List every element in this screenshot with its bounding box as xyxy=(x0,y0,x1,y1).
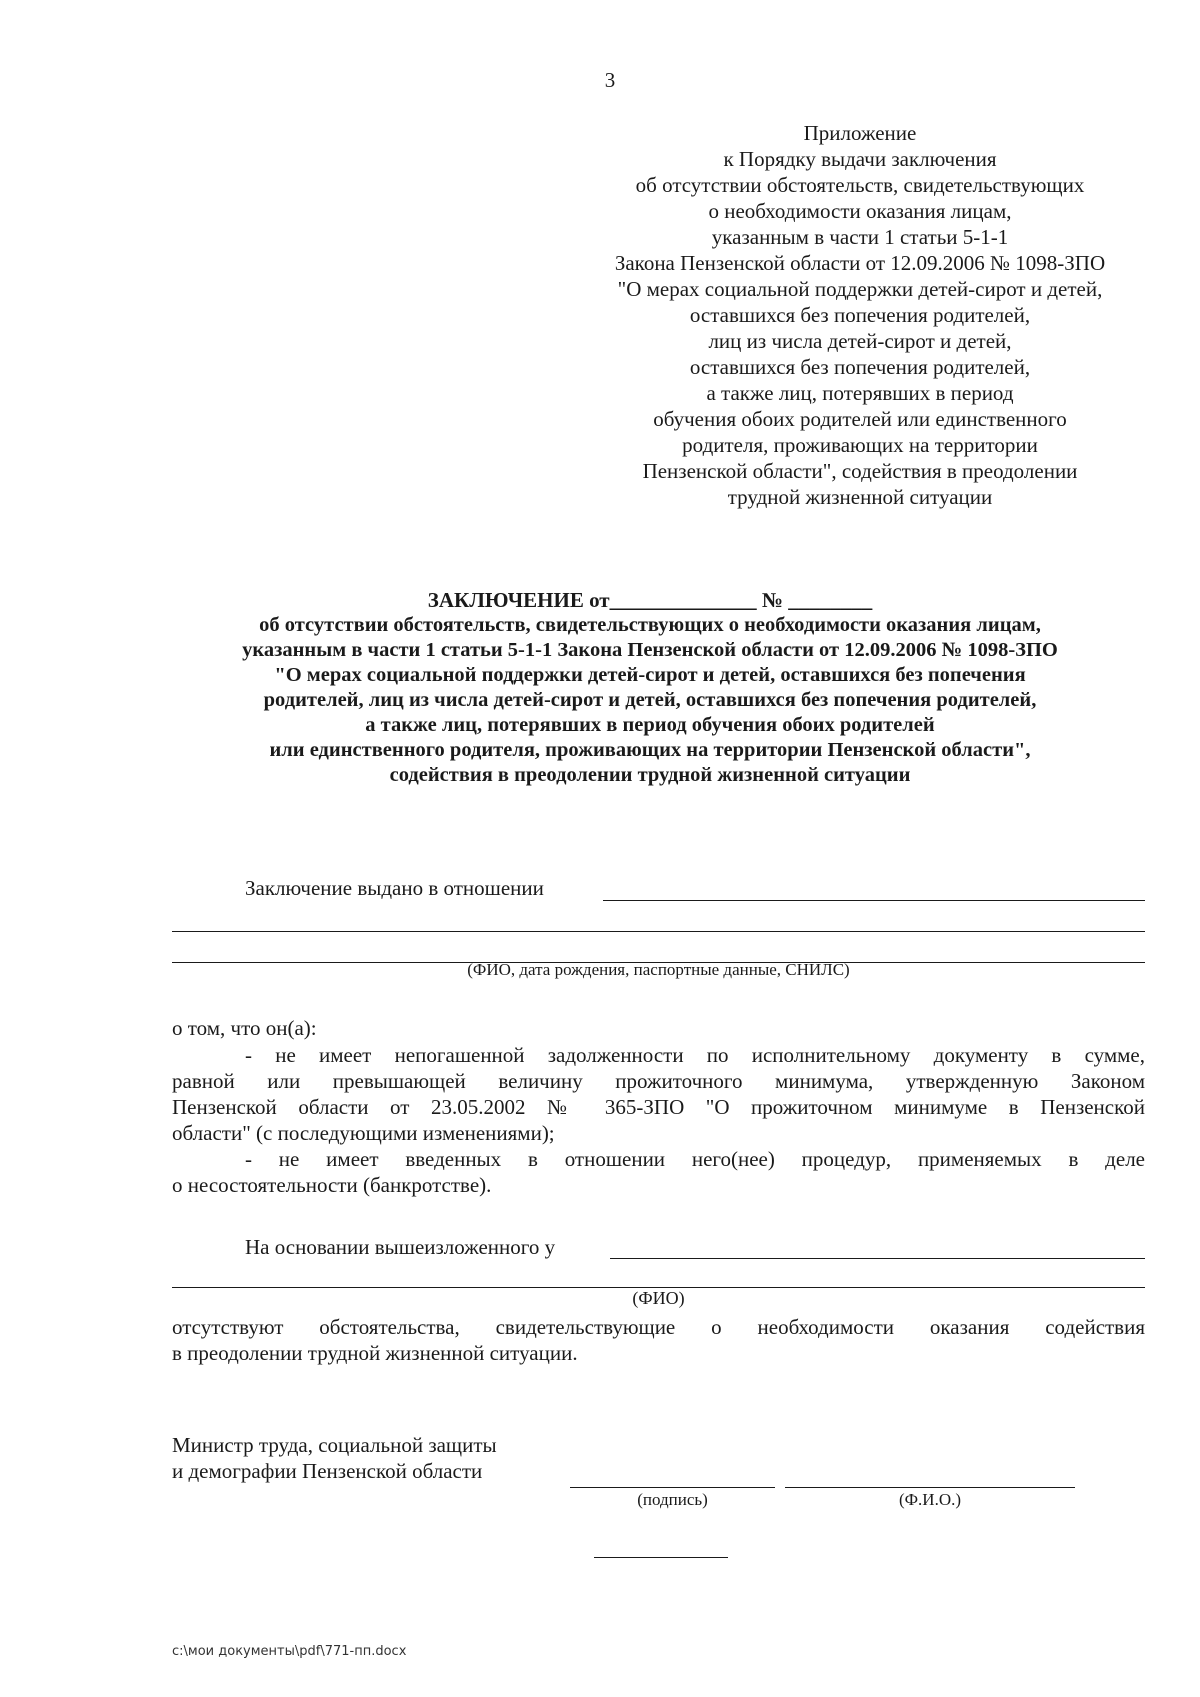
file-path: c:\мои документы\pdf\771-пп.docx xyxy=(172,1644,407,1659)
title-line: родителей, лиц из числа детей-сирот и детей, оставшихся без попечения родителей, xyxy=(263,689,1037,711)
appendix-line: оставшихся без попечения родителей, xyxy=(689,355,1031,379)
basis-label: На основании вышеизложенного у xyxy=(245,1235,556,1259)
appendix-line: об отсутствии обстоятельств, свидетельствующих xyxy=(635,173,1085,197)
signature-caption: (подпись) xyxy=(637,1490,708,1509)
appendix-line: обучения обоих родителей или единственного xyxy=(653,407,1067,431)
appendix-line: трудной жизненной ситуации xyxy=(727,485,993,509)
minister-title: Министр труда, социальной защиты xyxy=(172,1433,497,1457)
body-line: о несостоятельности (банкротстве). xyxy=(172,1173,492,1197)
body-line: области" (с последующими изменениями); xyxy=(172,1121,555,1145)
appendix-header xyxy=(560,120,1160,510)
title-line: указанным в части 1 статьи 5-1-1 Закона Пензенской области от 12.09.2006 № 1098-ЗПО xyxy=(242,639,1058,661)
appendix-line: оставшихся без попечения родителей, xyxy=(689,303,1031,327)
name-line xyxy=(785,1487,1075,1488)
appendix-line: указанным в части 1 статьи 5-1-1 xyxy=(711,225,1009,249)
title-line: или единственного родителя, проживающих на территории Пензенской области", xyxy=(269,739,1031,761)
title-line: "О мерах социальной поддержки детей-сирот и детей, оставшихся без попечения xyxy=(274,664,1026,686)
appendix-line: Пензенской области", содействия в преодолении xyxy=(642,459,1078,483)
issued-caption: (ФИО, дата рождения, паспортные данные, СНИЛС) xyxy=(467,960,850,979)
title-line: содействия в преодолении трудной жизненной ситуации xyxy=(389,764,911,786)
appendix-line: о необходимости оказания лицам, xyxy=(708,199,1012,223)
appendix-line: Приложение xyxy=(803,121,917,145)
fill-line xyxy=(603,900,1145,901)
appendix-line: "О мерах социальной поддержки детей-сирот и детей, xyxy=(617,277,1103,301)
appendix-line: к Порядку выдачи заключения xyxy=(723,147,997,171)
fill-line xyxy=(610,1258,1145,1259)
fill-line xyxy=(172,931,1145,932)
page-number: 3 xyxy=(604,68,616,92)
appendix-line: родителя, проживающих на территории xyxy=(682,433,1038,457)
conclusion-line: отсутствуют обстоятельства, свидетельствующие о необходимости оказания содействия xyxy=(172,1315,1145,1339)
body-line: - не имеет непогашенной задолженности по исполнительному документу в сумме, xyxy=(245,1043,1145,1067)
issued-label: Заключение выдано в отношении xyxy=(245,876,544,900)
appendix-line: Закона Пензенской области от 12.09.2006 № 1098-ЗПО xyxy=(614,251,1106,275)
body-line: - не имеет введенных в отношении него(нее) процедур, применяемых в деле xyxy=(245,1147,1145,1171)
minister-title: и демографии Пензенской области xyxy=(172,1459,483,1483)
title-line: об отсутствии обстоятельств, свидетельствующих о необходимости оказания лицам, xyxy=(259,614,1041,636)
signature-line xyxy=(570,1487,775,1488)
basis-caption: (ФИО) xyxy=(632,1288,685,1308)
end-divider xyxy=(594,1557,728,1558)
body-line: Пензенской области от 23.05.2002 № 365-ЗПО "О прожиточном минимуме в Пензенской xyxy=(172,1095,1145,1119)
document-title xyxy=(150,588,1150,788)
title-first-line: ЗАКЛЮЧЕНИЕ от______________ № ________ xyxy=(427,588,873,612)
appendix-line: а также лиц, потерявших в период xyxy=(706,381,1014,405)
name-caption: (Ф.И.О.) xyxy=(898,1490,962,1509)
appendix-line: лиц из числа детей-сирот и детей, xyxy=(708,329,1012,353)
conclusion-line: в преодолении трудной жизненной ситуации. xyxy=(172,1341,578,1365)
title-line: а также лиц, потерявших в период обучения обоих родителей xyxy=(365,714,935,736)
body-line: равной или превышающей величину прожиточного минимума, утвержденную Законом xyxy=(172,1069,1145,1093)
body-lead: о том, что он(а): xyxy=(172,1016,317,1040)
